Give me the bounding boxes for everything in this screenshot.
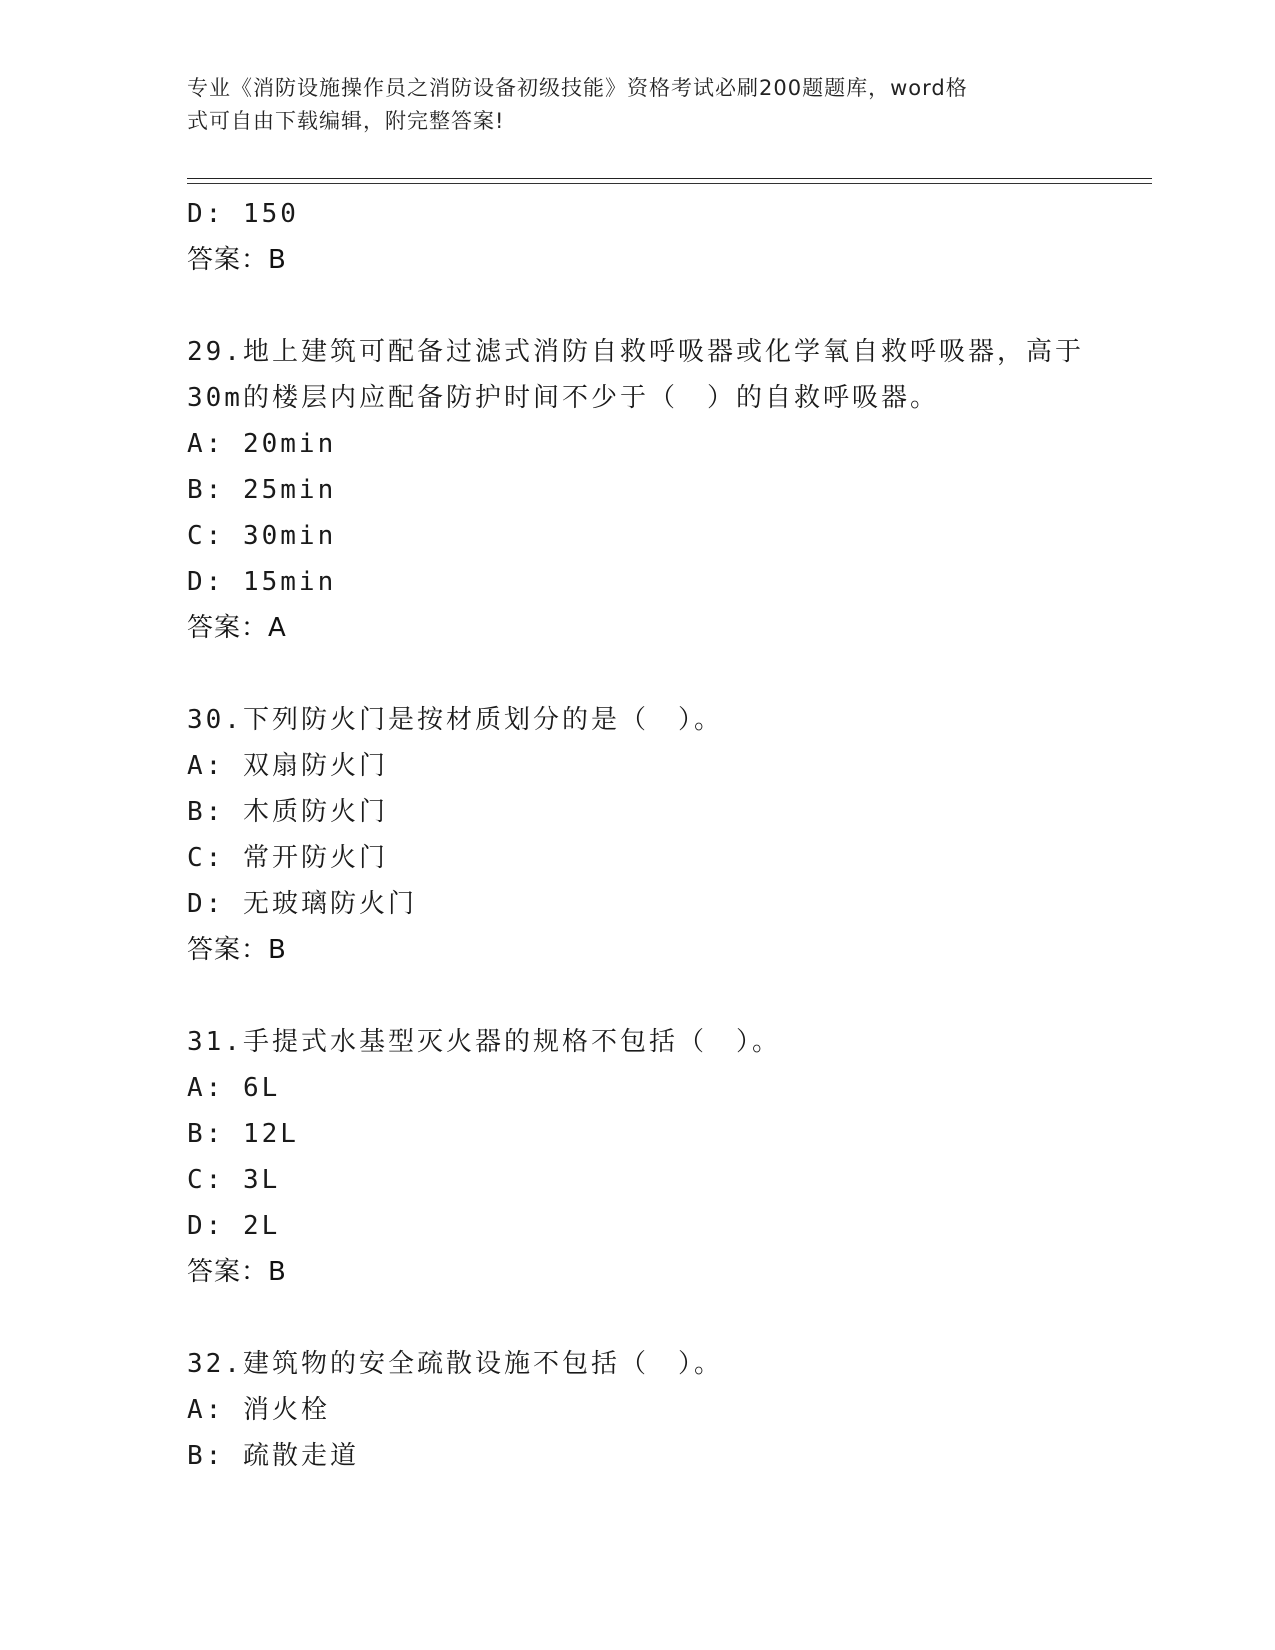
option-d: D: 无玻璃防火门 — [187, 889, 417, 919]
header-line-2: 式可自由下载编辑，附完整答案! — [187, 109, 505, 133]
option-b: B: 12L — [187, 1119, 299, 1149]
header-divider-bottom — [187, 183, 1152, 184]
answer: 答案：A — [187, 613, 287, 643]
spacer — [187, 973, 1152, 1019]
question-31 — [187, 1019, 1152, 1295]
question-30 — [187, 697, 1152, 973]
question-32 — [187, 1341, 1152, 1479]
spacer — [187, 283, 1152, 329]
option-c: C: 3L — [187, 1165, 281, 1195]
question-stem: 30.下列防火门是按材质划分的是（ ）。 — [187, 705, 723, 735]
option-b: B: 25min — [187, 475, 337, 505]
header-divider-top — [187, 178, 1152, 179]
option-b: B: 木质防火门 — [187, 797, 388, 827]
option-d: D: 2L — [187, 1211, 281, 1241]
spacer — [187, 1295, 1152, 1341]
document-header — [187, 72, 1087, 138]
option-b: B: 疏散走道 — [187, 1441, 359, 1471]
answer: 答案：B — [187, 935, 287, 965]
option-a: A: 双扇防火门 — [187, 751, 388, 781]
prev-option-d: D: 150 — [187, 199, 299, 229]
option-a: A: 消火栓 — [187, 1395, 330, 1425]
answer: 答案：B — [187, 1257, 287, 1287]
question-list — [187, 191, 1152, 1479]
header-line-1: 专业《消防设施操作员之消防设备初级技能》资格考试必刷200题题库，word格 — [187, 76, 968, 100]
option-a: A: 6L — [187, 1073, 281, 1103]
option-a: A: 20min — [187, 429, 337, 459]
question-stem: 29.地上建筑可配备过滤式消防自救呼吸器或化学氧自救呼吸器，高于 — [187, 337, 1084, 367]
question-stem: 32.建筑物的安全疏散设施不包括（ ）。 — [187, 1349, 723, 1379]
option-c: C: 30min — [187, 521, 337, 551]
question-stem: 31.手提式水基型灭火器的规格不包括（ ）。 — [187, 1027, 781, 1057]
option-c: C: 常开防火门 — [187, 843, 388, 873]
prev-answer: 答案：B — [187, 245, 287, 275]
spacer — [187, 651, 1152, 697]
option-d: D: 15min — [187, 567, 337, 597]
question-stem: 30m的楼层内应配备防护时间不少于（ ）的自救呼吸器。 — [187, 383, 939, 413]
question-29 — [187, 329, 1152, 651]
